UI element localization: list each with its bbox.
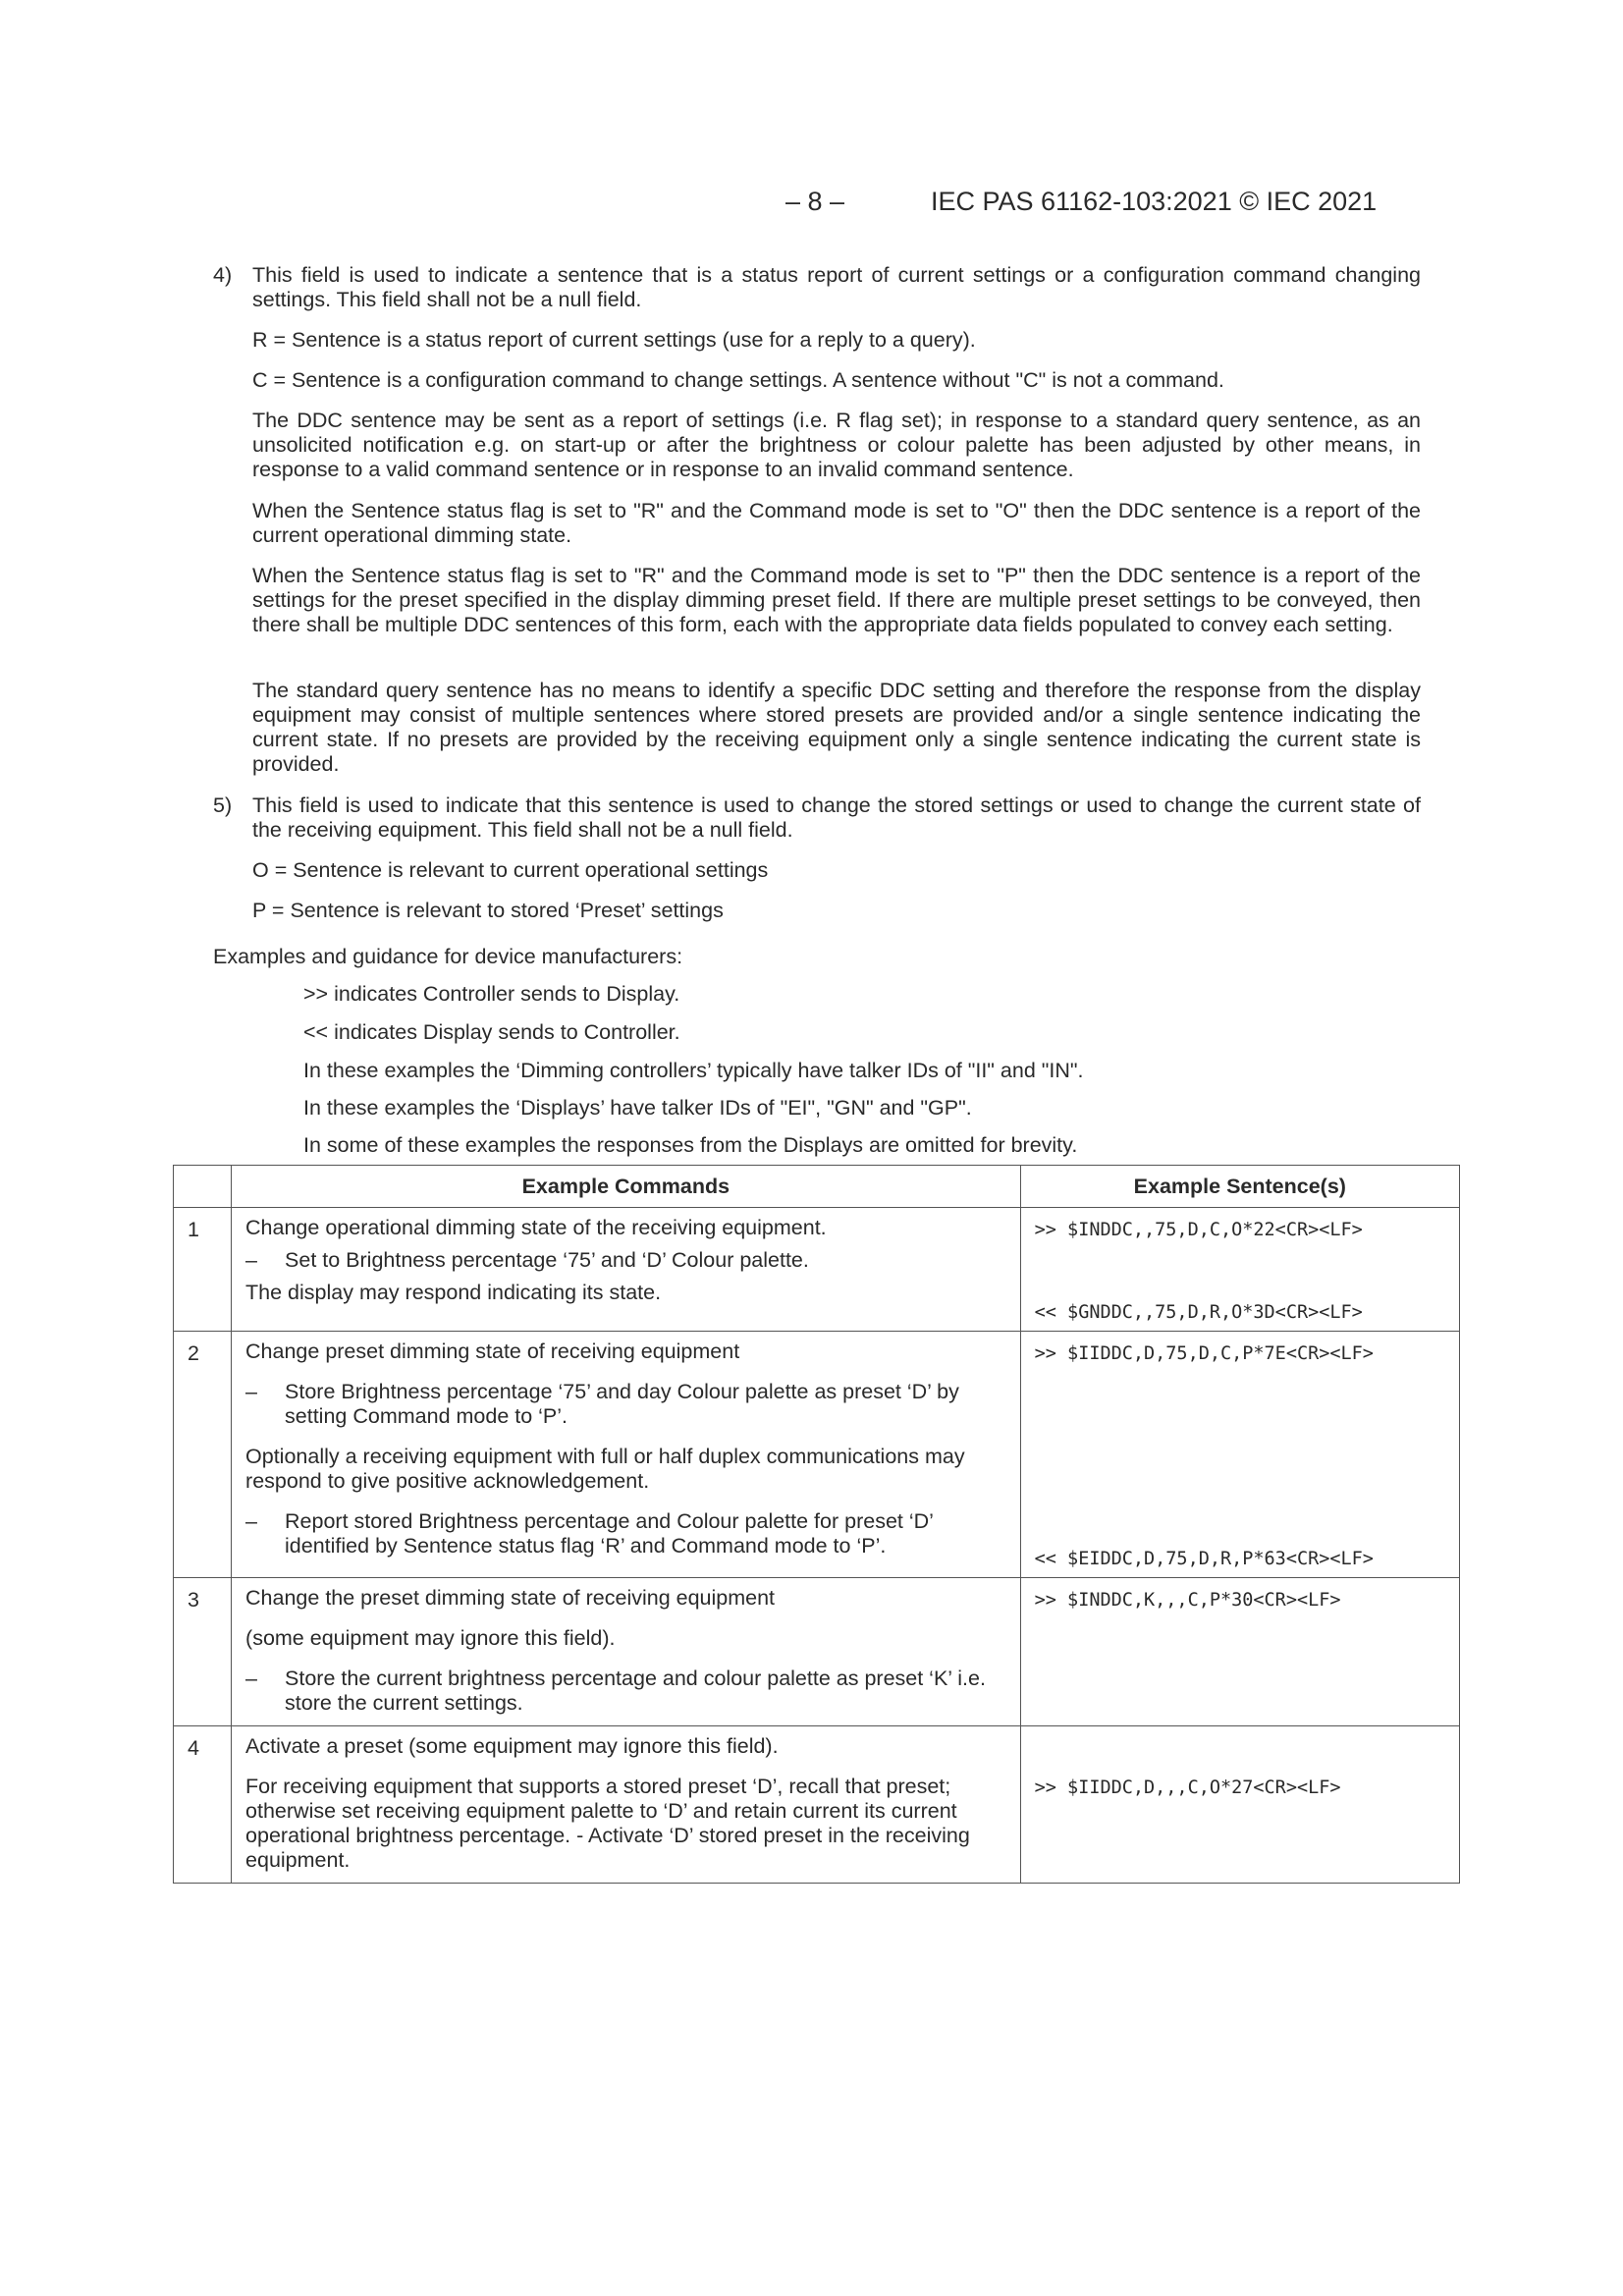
- command-text: Change operational dimming state of the receiving equipment.: [245, 1216, 827, 1239]
- row-number: 2: [174, 1332, 232, 1578]
- table-row: [174, 1726, 1460, 1884]
- example-line: << indicates Display sends to Controller.: [303, 1020, 680, 1044]
- example-line: >> indicates Controller sends to Display.: [303, 982, 680, 1006]
- row-number: 3: [174, 1578, 232, 1726]
- sentence-cell: [1020, 1726, 1459, 1884]
- sentence-response: << $GNDDC,,75,D,R,O*3D<CR><LF>: [1034, 1302, 1363, 1323]
- command-bullet: – Store the current brightness percentage and colour palette as preset ‘K’ i.e. store the current settings.: [245, 1667, 1006, 1716]
- command-bullet: – Set to Brightness percentage ‘75’ and ‘D’ Colour palette.: [245, 1248, 1006, 1273]
- command-cell: [232, 1208, 1021, 1332]
- command-text: Optionally a receiving equipment with full or half duplex communications may respond to give positive acknowledgement.: [245, 1445, 965, 1493]
- header-commands: Example Commands: [232, 1166, 1021, 1208]
- sentence-cell: [1020, 1332, 1459, 1578]
- standard-reference: IEC PAS 61162-103:2021 © IEC 2021: [931, 187, 1378, 216]
- command-cell: [232, 1332, 1021, 1578]
- command-text: Activate a preset (some equipment may ignore this field).: [245, 1734, 779, 1758]
- table-row: [174, 1578, 1460, 1726]
- p-definition: P = Sentence is relevant to stored ‘Preset’ settings: [252, 899, 724, 922]
- sentence-cell: [1020, 1578, 1459, 1726]
- row-number: 4: [174, 1726, 232, 1884]
- example-line: In some of these examples the responses from the Displays are omitted for brevity.: [303, 1133, 1078, 1157]
- example-line: In these examples the ‘Displays’ have talker IDs of "EI", "GN" and "GP".: [303, 1096, 972, 1120]
- sentence-send: >> $INDDC,K,,,C,P*30<CR><LF>: [1034, 1590, 1341, 1611]
- table-header-row: [174, 1166, 1460, 1208]
- table-row: [174, 1208, 1460, 1332]
- examples-heading: Examples and guidance for device manufacturers:: [213, 945, 683, 968]
- command-text: (some equipment may ignore this field).: [245, 1626, 616, 1650]
- table-row: [174, 1332, 1460, 1578]
- header-sentences: Example Sentence(s): [1020, 1166, 1459, 1208]
- o-definition: O = Sentence is relevant to current operational settings: [252, 858, 769, 882]
- examples-table: [173, 1165, 1460, 1884]
- command-text: The display may respond indicating its state.: [245, 1281, 662, 1304]
- sentence-send: >> $INDDC,,75,D,C,O*22<CR><LF>: [1034, 1220, 1363, 1240]
- sentence-send: >> $IIDDC,D,,,C,O*27<CR><LF>: [1034, 1777, 1341, 1798]
- note-number: 4): [213, 263, 233, 287]
- command-cell: [232, 1726, 1021, 1884]
- command-cell: [232, 1578, 1021, 1726]
- note-text: This field is used to indicate a sentence that is a status report of current settings or a configuration command changing settings. This field shall not be a null field.: [252, 263, 1421, 311]
- sentence-cell: [1020, 1208, 1459, 1332]
- command-bullet: – Store Brightness percentage ‘75’ and day Colour palette as preset ‘D’ by setting Command mode to ‘P’.: [245, 1380, 1006, 1429]
- sentence-send: >> $IIDDC,D,75,D,C,P*7E<CR><LF>: [1034, 1343, 1374, 1364]
- paragraph: When the Sentence status flag is set to "R" and the Command mode is set to "P" then the DDC sentence is a report of the settings for the preset specified in the display dimming preset field. If there are multiple preset settings to be conveyed, then there shall be multiple DDC sentences of this form, each with the appropriate data fields populated to convey each setting.: [252, 564, 1421, 636]
- note-number: 5): [213, 793, 233, 817]
- command-text: For receiving equipment that supports a stored preset ‘D’, recall that preset; otherwise set receiving equipment palette to ‘D’ and retain current its current operational brightness percentage. - Activate ‘D’ stored preset in the receiving equipment.: [245, 1775, 970, 1872]
- note-text: This field is used to indicate that this sentence is used to change the stored settings or used to change the current state of the receiving equipment. This field shall not be a null field.: [252, 793, 1421, 842]
- header-num: [174, 1166, 232, 1208]
- r-definition: R = Sentence is a status report of current settings (use for a reply to a query).: [252, 328, 976, 352]
- command-text: Change the preset dimming state of receiving equipment: [245, 1586, 776, 1610]
- example-line: In these examples the ‘Dimming controllers’ typically have talker IDs of "II" and "IN".: [303, 1059, 1084, 1082]
- page-header: [0, 187, 1623, 226]
- sentence-response: << $EIDDC,D,75,D,R,P*63<CR><LF>: [1034, 1549, 1374, 1569]
- command-bullet: – Report stored Brightness percentage and Colour palette for preset ‘D’ identified by Sentence status flag ‘R’ and Command mode to ‘P’.: [245, 1509, 1006, 1558]
- command-text: Change preset dimming state of receiving equipment: [245, 1339, 740, 1363]
- paragraph: The standard query sentence has no means to identify a specific DDC setting and therefore the response from the display equipment may consist of multiple sentences where stored presets are provided and/or a single sentence indicating the current state. If no presets are provided by the receiving equipment only a single sentence indicating the current state is provided.: [252, 679, 1421, 776]
- paragraph: The DDC sentence may be sent as a report of settings (i.e. R flag set); in response to a standard query sentence, as an unsolicited notification e.g. on start-up or after the brightness or colour palette has been adjusted by other means, in response to a valid command sentence or in response to an invalid command sentence.: [252, 409, 1421, 481]
- c-definition: C = Sentence is a configuration command to change settings. A sentence without "C" is not a command.: [252, 368, 1224, 392]
- page-number: – 8 –: [785, 187, 845, 216]
- row-number: 1: [174, 1208, 232, 1332]
- paragraph: When the Sentence status flag is set to "R" and the Command mode is set to "O" then the DDC sentence is a report of the current operational dimming state.: [252, 499, 1421, 547]
